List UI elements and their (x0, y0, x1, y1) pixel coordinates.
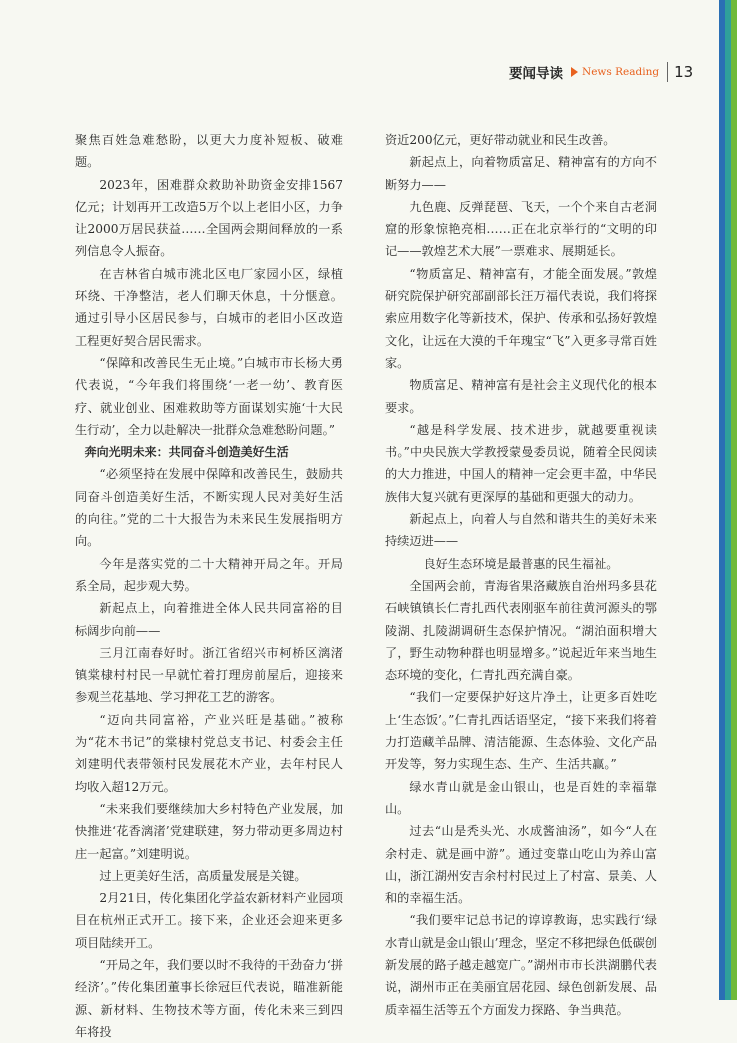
article-paragraph: “我们一定要保护好这片净土，让更多百姓吃上‘生态饭’。”仁青扎西话语坚定，“接下来我们将着力打造藏羊品牌、清洁能源、生态体验、文化产品开发等，努力实现生态、生产、生活共赢。” (385, 690, 657, 772)
article-paragraph: 全国两会前，青海省果洛藏族自治州玛多县花石峡镇镇长仁青扎西代表刚驱车前往黄河源头的鄂陵湖、扎陵湖调研生态保护情况。“湖泊面积增大了，野生动物种群也明显增多。”说起近年来当地生态环境的变化，仁青扎西充满自豪。 (385, 578, 657, 683)
article-paragraph: 2023年，困难群众救助补助资金安排1567亿元；计划再开工改造5万个以上老旧小区，力争让2000万居民获益……全国两会期间释放的一系列信息令人振奋。 (75, 177, 343, 259)
section-title-en: News Reading (582, 66, 660, 78)
article-paragraph: 九色鹿、反弹琵琶、飞天，一个个来自古老洞窟的形象惊艳亮相……正在北京举行的“文明的印记——敦煌艺术大展”一票难求、展期延长。 (385, 199, 657, 259)
section-subheading: 奔向光明未来：共同奋斗创造美好生活 (84, 445, 289, 460)
article-paragraph: “我们要牢记总书记的谆谆教诲，忠实践行‘绿水青山就是金山银山’理念，坚定不移把绿色低碳创新发展的路子越走越宽广。”湖州市市长洪湖鹏代表说，湖州市正在美丽宜居花园、绿色创新发展、品质幸福生活等五个方面发力探路、争当典范。 (385, 913, 657, 1017)
article-paragraph: “越是科学发展、技术进步，就越要重视读书。”中央民族大学教授蒙曼委员说，随着全民阅读的大力推进，中国人的精神一定会更丰盈，中华民族伟大复兴就有更深厚的基础和更强大的动力。 (385, 422, 657, 504)
article-paragraph: 资近200亿元，更好带动就业和民生改善。 (385, 133, 616, 147)
article-paragraph: 过去“山是秃头光、水成酱油汤”，如今“人在余村走、就是画中游”。通过变靠山吃山为养山富山，浙江湖州安吉余村村民过上了村富、景美、人和的幸福生活。 (385, 824, 657, 906)
article-paragraph: 新起点上，向着物质富足、精神富有的方向不断努力—— (385, 155, 657, 192)
article-paragraph: 聚焦百姓急难愁盼，以更大力度补短板、破难题。 (75, 133, 343, 170)
page-header (509, 60, 693, 84)
article-paragraph: 新起点上，向着人与自然和谐共生的美好未来持续迈进—— (385, 512, 657, 549)
triangle-arrow-icon (571, 67, 578, 77)
article-paragraph: 在吉林省白城市洮北区电厂家园小区，绿植环绕、干净整洁，老人们聊天休息，十分惬意。通过引导小区居民参与，白城市的老旧小区改造工程更好契合居民需求。 (75, 266, 343, 348)
left-column (75, 129, 343, 1043)
article-paragraph: “物质富足、精神富有，才能全面发展。”敦煌研究院保护研究部副部长汪万福代表说，我们将探索应用数字化等新技术，保护、传承和弘扬好敦煌文化，让远在大漠的千年瑰宝“飞”入更多寻常百姓家。 (385, 266, 657, 370)
article-paragraph: 过上更美好生活，高质量发展是关键。 (99, 868, 307, 883)
right-column (385, 129, 657, 1021)
article-paragraph: “保障和改善民生无止境。”白城市市长杨大勇代表说，“今年我们将围绕‘一老一幼’、教育医疗、就业创业、困难救助等方面谋划实施‘十大民生行动’，全力以赴解决一批群众急难愁盼问题。” (75, 355, 343, 437)
decorative-edge-stripes (719, 0, 737, 1000)
article-paragraph: 2月21日，传化集团化学益农新材料产业园项目在杭州正式开工。接下来，企业还会迎来更多项目陆续开工。 (75, 891, 343, 950)
article-paragraph: 三月江南春好时。浙江省绍兴市柯桥区漓渚镇棠棣村村民一早就忙着打理房前屋后，迎接来参观兰花基地、学习押花工艺的游客。 (75, 645, 343, 705)
article-paragraph: 绿水青山就是金山银山，也是百姓的幸福靠山。 (385, 779, 657, 816)
article-paragraph: “迈向共同富裕，产业兴旺是基础。”被称为“花木书记”的棠棣村党总支书记、村委会主任刘建明代表带领村民发展花木产业，去年村民人均收入超12万元。 (75, 712, 343, 794)
article-paragraph: “未来我们要继续加大乡村特色产业发展，加快推进‘花香漓渚’党建联建，努力带动更多周边村庄一起富。”刘建明说。 (75, 801, 343, 861)
article-paragraph: 新起点上，向着推进全体人民共同富裕的目标阔步向前—— (75, 601, 343, 638)
article-paragraph: 物质富足、精神富有是社会主义现代化的根本要求。 (385, 378, 657, 415)
header-divider (667, 62, 668, 82)
article-paragraph: 良好生态环境是最普惠的民生福祉。 (423, 556, 619, 571)
article-paragraph: “开局之年，我们要以时不我待的干劲奋力‘拼经济’。”传化集团董事长徐冠巨代表说，瞄准新能源、新材料、生物技术等方面，传化未来三到四年将投 (75, 957, 343, 1039)
article-paragraph: 今年是落实党的二十大精神开局之年。开局系全局，起步观大势。 (75, 556, 343, 593)
stripe-green (731, 0, 737, 1000)
page-number: 13 (674, 63, 694, 81)
section-title-cn: 要闻导读 (509, 66, 563, 82)
article-paragraph: “必须坚持在发展中保障和改善民生，鼓励共同奋斗创造美好生活，不断实现人民对美好生活的向往。”党的二十大报告为未来民生发展指明方向。 (75, 467, 343, 549)
